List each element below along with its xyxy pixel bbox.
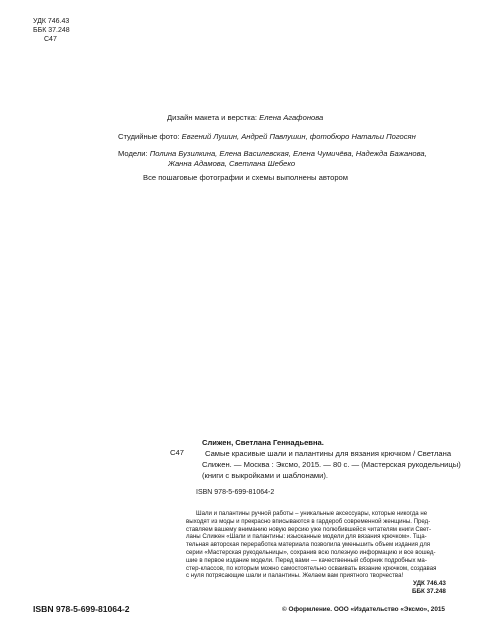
photo-credit-label: Студийные фото:: [118, 132, 180, 141]
author-mark: С47: [44, 36, 57, 43]
abstract-line: шие в первое издание модели. Перед вами — качественный сборник подробных ма-: [186, 556, 427, 564]
abstract-line: серии «Мастерская рукодельницы», сохранив всю полезную информацию и все вошед-: [186, 548, 436, 556]
abstract-line: ставляем вашему вниманию новую версию уже полюбившейся читателям книги Свет-: [186, 525, 432, 533]
abstract-line: ланы Слижен «Шали и палантины: изысканные модели для вязания крючком». Тща-: [186, 533, 427, 541]
abstract-line: тельная авторская переработка материала позволила уменьшить объем издания для: [186, 541, 431, 549]
bbk-code: ББК 37.248: [33, 27, 70, 34]
bib-line-1: Самые красивые шали и палантины для вязания крючком / Светлана: [205, 449, 452, 458]
models-credit-names-2: Жанна Адамова, Светлана Шебеко: [168, 159, 296, 168]
layout-credit-names: Елена Агафонова: [259, 113, 324, 122]
models-credit-label: Модели:: [118, 149, 148, 158]
classification-codes: [33, 17, 70, 44]
abstract-line: стер-классов, по которым можно самостоятельно осваивать вязание крючком, создавая: [186, 564, 437, 572]
footer-copyright: © Оформление. ООО «Издательство «Эксмо», 2015: [282, 606, 445, 613]
bottom-bbk-code: ББК 37.248: [412, 588, 446, 595]
models-credit-line2: [168, 159, 295, 168]
photo-credit: [118, 132, 416, 141]
bib-author-mark: С47: [170, 448, 184, 457]
bib-author: Слижен, Светлана Геннадьевна.: [202, 438, 324, 447]
photos-note: Все пошаговые фотографии и схемы выполнены автором: [143, 173, 348, 182]
models-credit: [118, 149, 427, 158]
udk-code: УДК 746.43: [33, 18, 70, 25]
bib-line-2: Слижен. — Москва : Эксмо, 2015. — 80 с. — (Мастерская рукодельницы): [202, 460, 461, 469]
abstract-line: выходят из моды и прекрасно вписываются в гардероб современной женщины. Пред-: [186, 517, 431, 525]
footer-isbn: ISBN 978-5-699-81064-2: [33, 604, 130, 614]
models-credit-names-1: Полина Бузилкина, Елена Василевская, Елена Чумичёва, Надежда Бажанова,: [149, 149, 427, 158]
abstract-line: с нуля потрясающие шали и палантины. Желаем вам приятного творчества!: [186, 572, 404, 580]
layout-credit: [167, 113, 323, 122]
bottom-udk-code: УДК 746.43: [412, 580, 446, 587]
abstract-line: Шали и палантины ручной работы – уникальные аксессуары, которые никогда не: [196, 510, 428, 517]
photo-credit-names: Евгений Лушин, Андрей Павлушин, фотобюро Натальи Погосян: [181, 132, 416, 141]
abstract: [186, 510, 462, 580]
bibliographic-record: [160, 437, 460, 481]
layout-credit-label: Дизайн макета и верстка:: [167, 113, 258, 122]
bib-isbn: ISBN 978-5-699-81064-2: [196, 489, 275, 496]
bib-line-3: (книги с выкройками и шаблонами).: [202, 471, 329, 480]
bottom-classification-codes: [412, 580, 446, 596]
